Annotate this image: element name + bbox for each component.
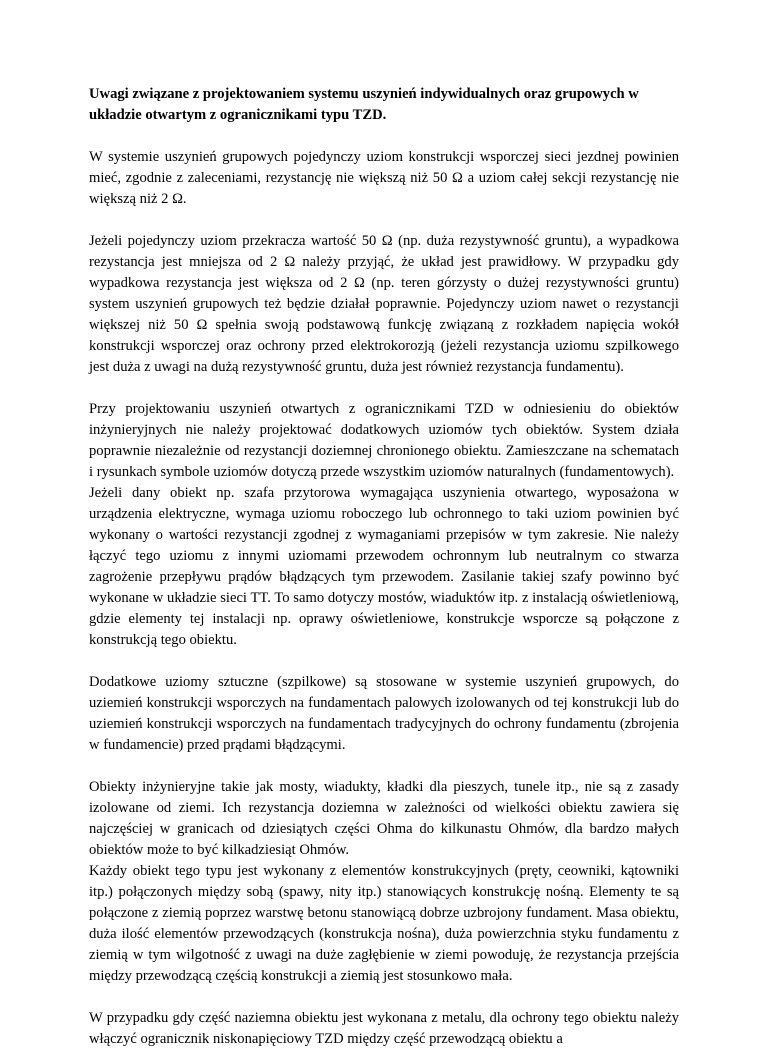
paragraph-8: W przypadku gdy część naziemna obiektu jest wykonana z metalu, dla ochrony tego obiektu należy włączyć ogranicznik niskonapięciowy TZD między część przewodzącą obiektu a [89,1010,679,1047]
document-title: Uwagi związane z projektowaniem systemu uszynień indywidualnych oraz grupowych w układzie otwartym z ogranicznikami typu TZD. [89,86,639,123]
document-page [89,84,679,1050]
paragraph-4: Jeżeli dany obiekt np. szafa przytorowa wymagająca uszynienia otwartego, wyposażona w urządzenia elektryczne, wymaga uziomu roboczego lub ochronnego to taki uziom powinien być wykonany o wartości rezystancji zgodnej z wymaganiami przepisów w tym zakresie. Nie należy łączyć tego uziomu z innymi uziomami przewodem ochronnym lub neutralnym co stwarza zagrożenie przepływu prądów błądzących tym przewodem. Zasilanie takiej szafy powinno być wykonane w układzie sieci TT. To samo dotyczy mostów, wiaduktów itp. z instalacją oświetleniową, gdzie elementy tej instalacji np. oprawy oświetleniowe, konstrukcje wsporcze są połączone z konstrukcją tego obiektu. [89,485,679,648]
paragraph-2: Jeżeli pojedynczy uziom przekracza wartość 50 Ω (np. duża rezystywność gruntu), a wypadkowa rezystancja jest mniejsza od 2 Ω należy przyjąć, że układ jest prawidłowy. W przypadku gdy wypadkowa rezystancja jest większa od 2 Ω (np. teren górzysty o dużej rezystywności gruntu) system uszynień grupowych też będzie działał poprawnie. Pojedynczy uziom nawet o rezystancji większej niż 50 Ω spełnia swoją podstawową funkcję związaną z rozkładem napięcia wokół konstrukcji wsporczej oraz ochrony przed elektrokorozją (jeżeli rezystancja uziomu szpilkowego jest duża z uwagi na dużą rezystywność gruntu, duża jest również rezystancja fundamentu). [89,233,679,375]
paragraph-3: Przy projektowaniu uszynień otwartych z ogranicznikami TZD w odniesieniu do obiektów inżynieryjnych nie należy projektować dodatkowych uziomów tych obiektów. System działa poprawnie niezależnie od rezystancji doziemnej chronionego obiektu. Zamieszczane na schematach i rysunkach symbole uziomów dotyczą przede wszystkim uziomów naturalnych (fundamentowych). [89,401,679,480]
paragraph-1: W systemie uszynień grupowych pojedynczy uziom konstrukcji wsporczej sieci jezdnej powinien mieć, zgodnie z zaleceniami, rezystancję nie większą niż 50 Ω a uziom całej sekcji rezystancję nie większą niż 2 Ω. [89,149,679,207]
paragraph-6: Obiekty inżynieryjne takie jak mosty, wiadukty, kładki dla pieszych, tunele itp., nie są z zasady izolowane od ziemi. Ich rezystancja doziemna w zależności od wielkości obiektu zawiera się najczęściej w granicach od dziesiątych części Ohma do kilkunastu Ohmów, dla bardzo małych obiektów może to być kilkadziesiąt Ohmów. [89,779,679,858]
paragraph-5: Dodatkowe uziomy sztuczne (szpilkowe) są stosowane w systemie uszynień grupowych, do uziemień konstrukcji wsporczych na fundamentach palowych izolowanych od tej konstrukcji lub do uziemień konstrukcji wsporczych na fundamentach tradycyjnych do ochrony fundamentu (zbrojenia w fundamencie) przed prądami błądzącymi. [89,674,679,753]
paragraph-7: Każdy obiekt tego typu jest wykonany z elementów konstrukcyjnych (pręty, ceowniki, kątowniki itp.) połączonych między sobą (spawy, nity itp.) stanowiących konstrukcję nośną. Elementy te są połączone z ziemią poprzez warstwę betonu stanowiącą dobrze uzbrojony fundament. Masa obiektu, duża ilość elementów przewodzących (konstrukcja nośna), duża powierzchnia styku fundamentu z ziemią w tym wilgotność z uwagi na duże zagłębienie w ziemi powoduję, że rezystancja przejścia między przewodzącą częścią konstrukcji a ziemią jest stosunkowo mała. [89,863,679,984]
